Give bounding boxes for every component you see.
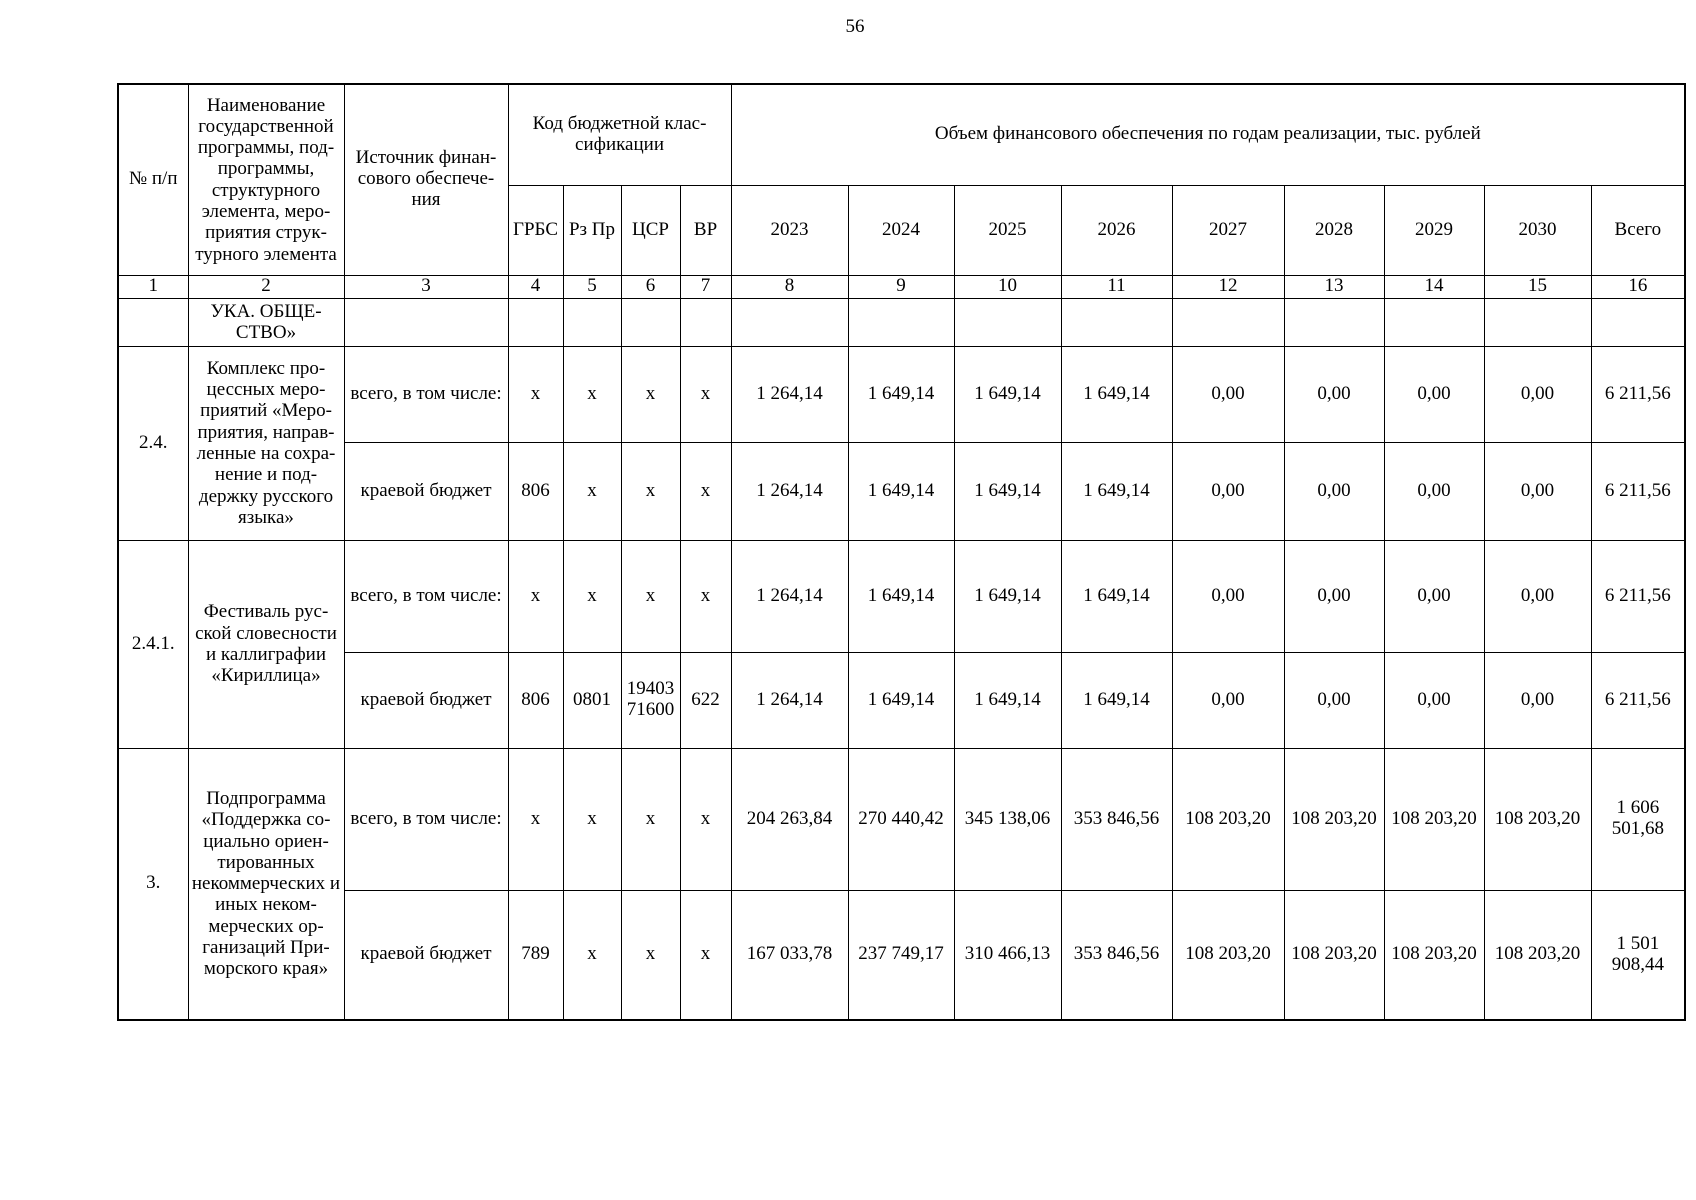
cell-value: 1 649,14 <box>1061 346 1172 442</box>
cell-value: 1 649,14 <box>848 442 954 540</box>
cell-vr: x <box>680 540 731 652</box>
header-grbs: ГРБС <box>508 185 563 275</box>
cell-value: 108 203,20 <box>1172 890 1284 1020</box>
cell-value: 0,00 <box>1384 652 1484 748</box>
header-csr: ЦСР <box>621 185 680 275</box>
row-source: всего, в том числе: <box>344 748 508 890</box>
header-year-2023: 2023 <box>731 185 848 275</box>
cell-total: 1 501 908,44 <box>1591 890 1685 1020</box>
header-total: Всего <box>1591 185 1685 275</box>
cell-vr: x <box>680 346 731 442</box>
empty-cell <box>1384 298 1484 346</box>
cell-grbs: x <box>508 748 563 890</box>
row-source: всего, в том числе: <box>344 540 508 652</box>
empty-cell <box>1484 298 1591 346</box>
cell-total: 6 211,56 <box>1591 442 1685 540</box>
column-number: 11 <box>1061 275 1172 298</box>
continuation-cell <box>118 298 188 346</box>
cell-vr: x <box>680 890 731 1020</box>
cell-value: 108 203,20 <box>1172 748 1284 890</box>
header-num: № п/п <box>118 84 188 275</box>
empty-cell <box>621 298 680 346</box>
cell-value: 0,00 <box>1172 652 1284 748</box>
cell-grbs: 806 <box>508 442 563 540</box>
page-number: 56 <box>845 16 865 37</box>
cell-value: 0,00 <box>1384 346 1484 442</box>
cell-value: 1 264,14 <box>731 652 848 748</box>
cell-value: 353 846,56 <box>1061 890 1172 1020</box>
header-source: Источник финан-сового обеспече-ния <box>344 84 508 275</box>
cell-value: 353 846,56 <box>1061 748 1172 890</box>
empty-cell <box>1061 298 1172 346</box>
empty-cell <box>954 298 1061 346</box>
cell-value: 1 649,14 <box>954 540 1061 652</box>
cell-rzpr: 0801 <box>563 652 621 748</box>
cell-value: 204 263,84 <box>731 748 848 890</box>
cell-value: 0,00 <box>1484 442 1591 540</box>
cell-value: 310 466,13 <box>954 890 1061 1020</box>
cell-value: 108 203,20 <box>1384 748 1484 890</box>
cell-value: 270 440,42 <box>848 748 954 890</box>
cell-value: 1 649,14 <box>848 346 954 442</box>
row-source: всего, в том числе: <box>344 346 508 442</box>
cell-value: 1 264,14 <box>731 540 848 652</box>
empty-cell <box>731 298 848 346</box>
budget-table <box>117 83 1686 1021</box>
empty-cell <box>680 298 731 346</box>
cell-value: 0,00 <box>1384 442 1484 540</box>
cell-value: 237 749,17 <box>848 890 954 1020</box>
row-source: краевой бюджет <box>344 652 508 748</box>
table-row <box>118 346 1685 442</box>
header-code: Код бюджетной клас-сификации <box>508 84 731 185</box>
cell-value: 0,00 <box>1172 540 1284 652</box>
cell-csr: x <box>621 442 680 540</box>
cell-rzpr: x <box>563 748 621 890</box>
empty-cell <box>1591 298 1685 346</box>
header-name: Наименование государственной программы, под-программы, структурного элемента, меро-приятия струк-турного элемента <box>188 84 344 275</box>
row-source: краевой бюджет <box>344 442 508 540</box>
cell-value: 1 649,14 <box>848 540 954 652</box>
cell-value: 108 203,20 <box>1384 890 1484 1020</box>
cell-total: 1 606 501,68 <box>1591 748 1685 890</box>
cell-value: 345 138,06 <box>954 748 1061 890</box>
cell-value: 1 649,14 <box>1061 540 1172 652</box>
cell-csr: x <box>621 748 680 890</box>
cell-rzpr: x <box>563 540 621 652</box>
cell-value: 1 649,14 <box>954 652 1061 748</box>
cell-value: 1 649,14 <box>1061 652 1172 748</box>
header-year-2026: 2026 <box>1061 185 1172 275</box>
header-year-2025: 2025 <box>954 185 1061 275</box>
cell-value: 108 203,20 <box>1284 890 1384 1020</box>
cell-vr: x <box>680 748 731 890</box>
cell-value: 1 649,14 <box>954 442 1061 540</box>
cell-value: 0,00 <box>1284 540 1384 652</box>
column-number: 1 <box>118 275 188 298</box>
table-row <box>118 890 1685 1020</box>
header-row-1 <box>118 84 1685 185</box>
row-name: Фестиваль рус-ской словесности и каллиграфии «Кириллица» <box>188 540 344 748</box>
header-rzpr: Рз Пр <box>563 185 621 275</box>
cell-value: 0,00 <box>1484 652 1591 748</box>
cell-grbs: x <box>508 540 563 652</box>
header-year-2027: 2027 <box>1172 185 1284 275</box>
column-number: 4 <box>508 275 563 298</box>
row-source: краевой бюджет <box>344 890 508 1020</box>
cell-vr: 622 <box>680 652 731 748</box>
cell-csr: x <box>621 890 680 1020</box>
empty-cell <box>1172 298 1284 346</box>
header-vr: ВР <box>680 185 731 275</box>
cell-rzpr: x <box>563 346 621 442</box>
row-num: 3. <box>118 748 188 1020</box>
column-number: 14 <box>1384 275 1484 298</box>
cell-value: 0,00 <box>1284 652 1384 748</box>
table-row <box>118 442 1685 540</box>
header-year-2030: 2030 <box>1484 185 1591 275</box>
header-year-2028: 2028 <box>1284 185 1384 275</box>
empty-cell <box>508 298 563 346</box>
column-number: 16 <box>1591 275 1685 298</box>
header-year-2024: 2024 <box>848 185 954 275</box>
cell-value: 0,00 <box>1484 540 1591 652</box>
column-number: 12 <box>1172 275 1284 298</box>
column-number: 8 <box>731 275 848 298</box>
continuation-name: УКА. ОБЩЕ-СТВО» <box>188 298 344 346</box>
cell-grbs: 789 <box>508 890 563 1020</box>
cell-value: 108 203,20 <box>1284 748 1384 890</box>
cell-value: 0,00 <box>1284 346 1384 442</box>
cell-csr: x <box>621 540 680 652</box>
cell-value: 108 203,20 <box>1484 890 1591 1020</box>
column-number: 15 <box>1484 275 1591 298</box>
column-number: 2 <box>188 275 344 298</box>
cell-rzpr: x <box>563 890 621 1020</box>
row-name: Комплекс про-цессных меро-приятий «Меро-приятия, направ-ленные на сохра-нение и под-держку русского языка» <box>188 346 344 540</box>
row-name: Подпрограмма «Поддержка со-циально ориен-тированных некоммерческих и иных неком-мерческих ор-ганизаций При-морского края» <box>188 748 344 1020</box>
table-row <box>118 540 1685 652</box>
column-number: 10 <box>954 275 1061 298</box>
row-num: 2.4. <box>118 346 188 540</box>
cell-vr: x <box>680 442 731 540</box>
column-number: 13 <box>1284 275 1384 298</box>
empty-cell <box>344 298 508 346</box>
cell-grbs: 806 <box>508 652 563 748</box>
cell-value: 0,00 <box>1172 442 1284 540</box>
cell-value: 1 649,14 <box>1061 442 1172 540</box>
cell-value: 0,00 <box>1484 346 1591 442</box>
empty-cell <box>1284 298 1384 346</box>
column-number-row <box>118 275 1685 298</box>
cell-total: 6 211,56 <box>1591 540 1685 652</box>
cell-csr: x <box>621 346 680 442</box>
column-number: 6 <box>621 275 680 298</box>
header-volume: Объем финансового обеспечения по годам реализации, тыс. рублей <box>731 84 1685 185</box>
cell-total: 6 211,56 <box>1591 652 1685 748</box>
cell-value: 0,00 <box>1384 540 1484 652</box>
cell-grbs: x <box>508 346 563 442</box>
cell-value: 1 264,14 <box>731 442 848 540</box>
cell-value: 108 203,20 <box>1484 748 1591 890</box>
cell-value: 0,00 <box>1284 442 1384 540</box>
header-year-2029: 2029 <box>1384 185 1484 275</box>
continuation-row <box>118 298 1685 346</box>
column-number: 9 <box>848 275 954 298</box>
column-number: 3 <box>344 275 508 298</box>
cell-value: 1 649,14 <box>848 652 954 748</box>
column-number: 5 <box>563 275 621 298</box>
cell-value: 1 264,14 <box>731 346 848 442</box>
cell-total: 6 211,56 <box>1591 346 1685 442</box>
cell-value: 0,00 <box>1172 346 1284 442</box>
empty-cell <box>563 298 621 346</box>
cell-value: 167 033,78 <box>731 890 848 1020</box>
row-num: 2.4.1. <box>118 540 188 748</box>
table-row <box>118 748 1685 890</box>
column-number: 7 <box>680 275 731 298</box>
empty-cell <box>848 298 954 346</box>
cell-value: 1 649,14 <box>954 346 1061 442</box>
table-row <box>118 652 1685 748</box>
cell-rzpr: x <box>563 442 621 540</box>
cell-csr: 19403 71600 <box>621 652 680 748</box>
